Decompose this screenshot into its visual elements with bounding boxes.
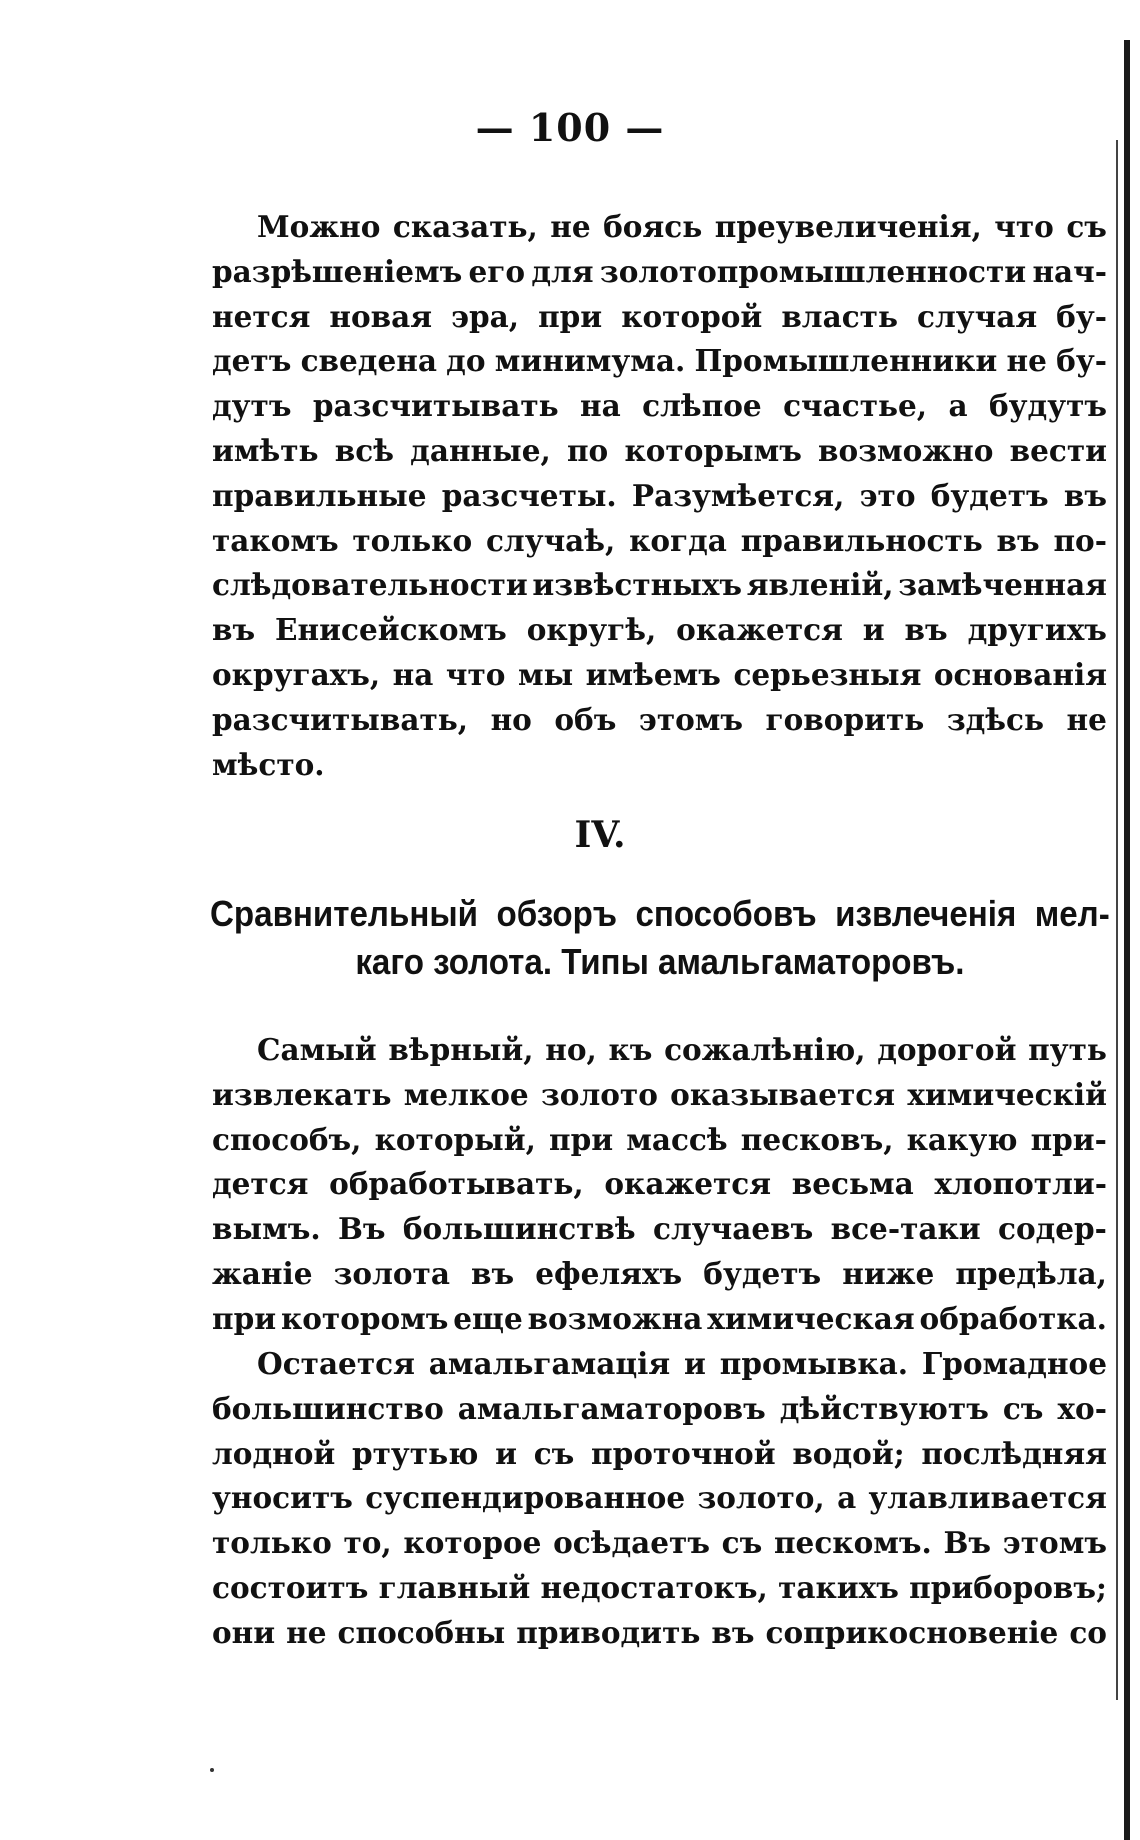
text-line: [212, 205, 1107, 250]
word: бу-: [1056, 298, 1107, 334]
word: слѣпое: [642, 388, 762, 424]
word: ниже: [842, 1255, 935, 1291]
word: химическій: [907, 1076, 1107, 1112]
print-speck: [210, 1768, 214, 1772]
word: разрѣшеніемъ: [212, 253, 463, 289]
word: дется: [212, 1166, 309, 1202]
word: дѣйствуютъ: [779, 1390, 989, 1426]
word: способъ,: [212, 1121, 362, 1157]
text-line: [212, 1162, 1107, 1207]
word: будутъ: [988, 388, 1107, 424]
word: этомъ: [1002, 1525, 1107, 1561]
word: суспендированное: [365, 1480, 686, 1516]
word: имѣть: [212, 432, 319, 468]
word: правильность: [740, 522, 983, 558]
word: приводить: [516, 1614, 701, 1650]
word: еще: [453, 1300, 523, 1336]
word: промывка.: [719, 1346, 909, 1381]
word: состоитъ: [212, 1569, 369, 1605]
word: разсчеты.: [441, 477, 617, 513]
word: при: [538, 298, 603, 334]
text-line: [212, 1476, 1107, 1521]
word: а: [837, 1480, 857, 1516]
text-line: [212, 474, 1107, 519]
word: когда: [629, 522, 727, 558]
word: мелкое: [403, 1076, 529, 1112]
word: округѣ,: [526, 612, 657, 648]
text-line: [212, 1611, 1107, 1656]
word: съ: [1002, 1390, 1044, 1426]
word: Разумѣется,: [631, 477, 845, 513]
word: способны: [337, 1614, 506, 1650]
word: и: [683, 1346, 706, 1381]
word: то,: [343, 1525, 392, 1561]
text-line: [212, 563, 1107, 608]
text-line: [212, 1342, 1107, 1387]
word: которомъ: [280, 1300, 449, 1336]
word: Самый: [257, 1032, 377, 1067]
word: пескомъ.: [773, 1525, 932, 1561]
word: окажется: [676, 612, 843, 648]
word: а: [948, 388, 968, 424]
word: возможна: [527, 1300, 703, 1336]
word: Промышленники: [694, 343, 998, 379]
word: вести: [1009, 432, 1107, 468]
word: въ: [212, 612, 256, 648]
paragraph-2: [212, 1028, 1107, 1342]
word: въ: [711, 1614, 755, 1650]
word: этомъ: [638, 701, 744, 737]
word: не: [1006, 343, 1047, 379]
word: осѣдаетъ: [553, 1525, 710, 1561]
word: химическая: [707, 1300, 915, 1336]
paragraph-1: [212, 205, 1107, 787]
word: извлекать: [212, 1076, 392, 1112]
text-line: [212, 429, 1107, 474]
text-line: [212, 1521, 1107, 1566]
word: говорить: [765, 701, 925, 737]
word: для: [531, 253, 594, 289]
word: при-: [1030, 1121, 1107, 1157]
text-line: [212, 1566, 1107, 1611]
word: Въ: [943, 1525, 992, 1561]
word: со: [1069, 1614, 1107, 1650]
word: будетъ: [703, 1255, 822, 1291]
word: Въ: [337, 1211, 386, 1247]
word: все-таки: [830, 1211, 981, 1247]
text-line: [212, 1387, 1107, 1432]
word: сведена: [300, 343, 437, 379]
word: соприкосновеніе: [765, 1614, 1059, 1650]
word: съ: [721, 1525, 763, 1561]
word: они: [212, 1614, 276, 1650]
word: на: [392, 656, 434, 692]
word: Сравнительный: [210, 893, 478, 934]
word: объ: [554, 701, 617, 737]
word: съ: [1066, 209, 1107, 244]
word: только: [212, 1525, 332, 1561]
word: по-: [1053, 522, 1107, 558]
word: разсчитывать: [312, 388, 559, 424]
word: Громадное: [921, 1346, 1107, 1381]
heading-line: [210, 890, 1110, 938]
word: уноситъ: [212, 1480, 353, 1516]
word: основанія: [933, 656, 1107, 692]
text-line: [212, 250, 1107, 295]
word: слѣдовательности: [212, 567, 528, 603]
page-edge-line: [1116, 140, 1118, 1700]
word: сказать,: [392, 209, 538, 244]
word: сожалѣнію,: [664, 1032, 866, 1067]
text-line: [212, 653, 1107, 698]
word: золотопромышленности: [599, 253, 1027, 289]
word: будетъ: [930, 477, 1049, 513]
word: случаѣ,: [485, 522, 616, 558]
word: къ: [608, 1032, 653, 1067]
word: какую: [906, 1121, 1018, 1157]
word: возможно: [818, 432, 994, 468]
word: и: [495, 1435, 517, 1471]
word: случаевъ: [653, 1211, 814, 1247]
word: разсчитывать,: [212, 701, 469, 737]
word: вѣрный,: [388, 1032, 534, 1067]
word: его: [468, 253, 526, 289]
text-line: [212, 339, 1107, 384]
word: Енисейскомъ: [275, 612, 507, 648]
word: въ: [996, 522, 1040, 558]
word: случая: [917, 298, 1038, 334]
word: золото: [540, 1076, 658, 1112]
word: амальгамація: [428, 1346, 671, 1381]
text-line: [212, 608, 1107, 653]
word: съ: [533, 1435, 575, 1471]
word: въ: [904, 612, 948, 648]
word: правильные: [212, 477, 427, 513]
word: только: [352, 522, 473, 558]
text-line: мѣсто.: [212, 746, 325, 782]
word: эра,: [451, 298, 520, 334]
word: обзоръ: [496, 893, 617, 934]
word: новая: [329, 298, 433, 334]
heading-line: каго золота. Типы амальгаматоровъ.: [355, 941, 965, 982]
word: обработка.: [919, 1300, 1107, 1336]
text-line: [212, 1432, 1107, 1477]
word: такихъ: [778, 1569, 899, 1605]
text-line: [212, 1073, 1107, 1118]
word: водой;: [792, 1435, 905, 1471]
word: данные,: [410, 432, 551, 468]
word: другихъ: [967, 612, 1107, 648]
word: лодной: [212, 1435, 336, 1471]
word: мы: [517, 656, 574, 692]
word: такомъ: [212, 522, 339, 558]
section-heading: [210, 890, 1110, 986]
word: что: [445, 656, 506, 692]
word: дутъ: [212, 388, 292, 424]
word: замѣченная: [898, 567, 1107, 603]
word: нется: [212, 298, 311, 334]
word: извѣстныхъ: [532, 567, 742, 603]
word: всѣ: [334, 432, 394, 468]
word: это: [859, 477, 916, 513]
word: извлеченія: [835, 893, 1017, 934]
text-line: [212, 1207, 1107, 1252]
word: при: [549, 1121, 614, 1157]
word: способовъ: [635, 893, 817, 934]
word: дорогой: [877, 1032, 1017, 1067]
text-line: [212, 384, 1107, 429]
text-line: [212, 1297, 1107, 1342]
text-line: [212, 295, 1107, 340]
word: минимума.: [494, 343, 686, 379]
word: здѣсь: [946, 701, 1045, 737]
word: по: [566, 432, 609, 468]
word: песковъ,: [740, 1121, 894, 1157]
word: не: [550, 209, 591, 244]
word: хлопотли-: [934, 1166, 1107, 1202]
word: окажется: [604, 1166, 772, 1202]
word: власть: [781, 298, 898, 334]
word: путь: [1028, 1032, 1107, 1067]
word: оказывается: [670, 1076, 896, 1112]
word: преувеличенія,: [714, 209, 982, 244]
word: который,: [374, 1121, 536, 1157]
word: въ: [1063, 477, 1107, 513]
word: золота: [333, 1255, 450, 1291]
word: не: [1066, 701, 1107, 737]
word: до: [446, 343, 486, 379]
word: при: [212, 1300, 277, 1336]
word: улавливается: [868, 1480, 1107, 1516]
word: но,: [545, 1032, 597, 1067]
word: боясь: [603, 209, 703, 244]
word: недостатокъ,: [540, 1569, 768, 1605]
word: амальгаматоровъ: [457, 1390, 766, 1426]
word: ефеляхъ: [535, 1255, 683, 1291]
word: на: [580, 388, 621, 424]
word: въ: [471, 1255, 515, 1291]
word: приборовъ;: [909, 1569, 1107, 1605]
word: не: [286, 1614, 327, 1650]
text-line: [212, 698, 1107, 743]
word: содер-: [997, 1211, 1107, 1247]
word: послѣдняя: [921, 1435, 1107, 1471]
text-line: [212, 1028, 1107, 1073]
word: что: [994, 209, 1054, 244]
word: ртутью: [352, 1435, 479, 1471]
word: серьезныя: [733, 656, 922, 692]
word: которой: [621, 298, 763, 334]
word: хо-: [1057, 1390, 1107, 1426]
text-line: [212, 1252, 1107, 1297]
word: бу-: [1056, 343, 1107, 379]
word: жаніе: [212, 1255, 313, 1291]
word: обработывать,: [329, 1166, 584, 1202]
word: проточной: [591, 1435, 776, 1471]
word: большинствѣ: [402, 1211, 636, 1247]
word: нач-: [1032, 253, 1107, 289]
word: массѣ: [626, 1121, 728, 1157]
word: и: [862, 612, 885, 648]
word: вымъ.: [212, 1211, 321, 1247]
word: Остается: [257, 1346, 415, 1381]
word: мел-: [1034, 893, 1110, 934]
page-edge-shadow: [1124, 40, 1130, 1840]
word: главный: [378, 1569, 531, 1605]
text-line: [212, 1118, 1107, 1163]
section-number: IV.: [574, 814, 626, 856]
word: округахъ,: [212, 656, 381, 692]
word: Можно: [257, 209, 381, 244]
word: весьма: [791, 1166, 914, 1202]
word: которое: [403, 1525, 542, 1561]
word: но: [490, 701, 532, 737]
word: счастье,: [783, 388, 928, 424]
word: золото,: [697, 1480, 825, 1516]
word: детъ: [212, 343, 292, 379]
word: явленій,: [746, 567, 894, 603]
page-number: — 100 —: [475, 105, 665, 150]
text-line: [212, 519, 1107, 564]
word: предѣла,: [955, 1255, 1107, 1291]
word: которымъ: [624, 432, 802, 468]
paragraph-3: [212, 1342, 1107, 1656]
word: имѣемъ: [585, 656, 721, 692]
word: большинство: [212, 1390, 444, 1426]
